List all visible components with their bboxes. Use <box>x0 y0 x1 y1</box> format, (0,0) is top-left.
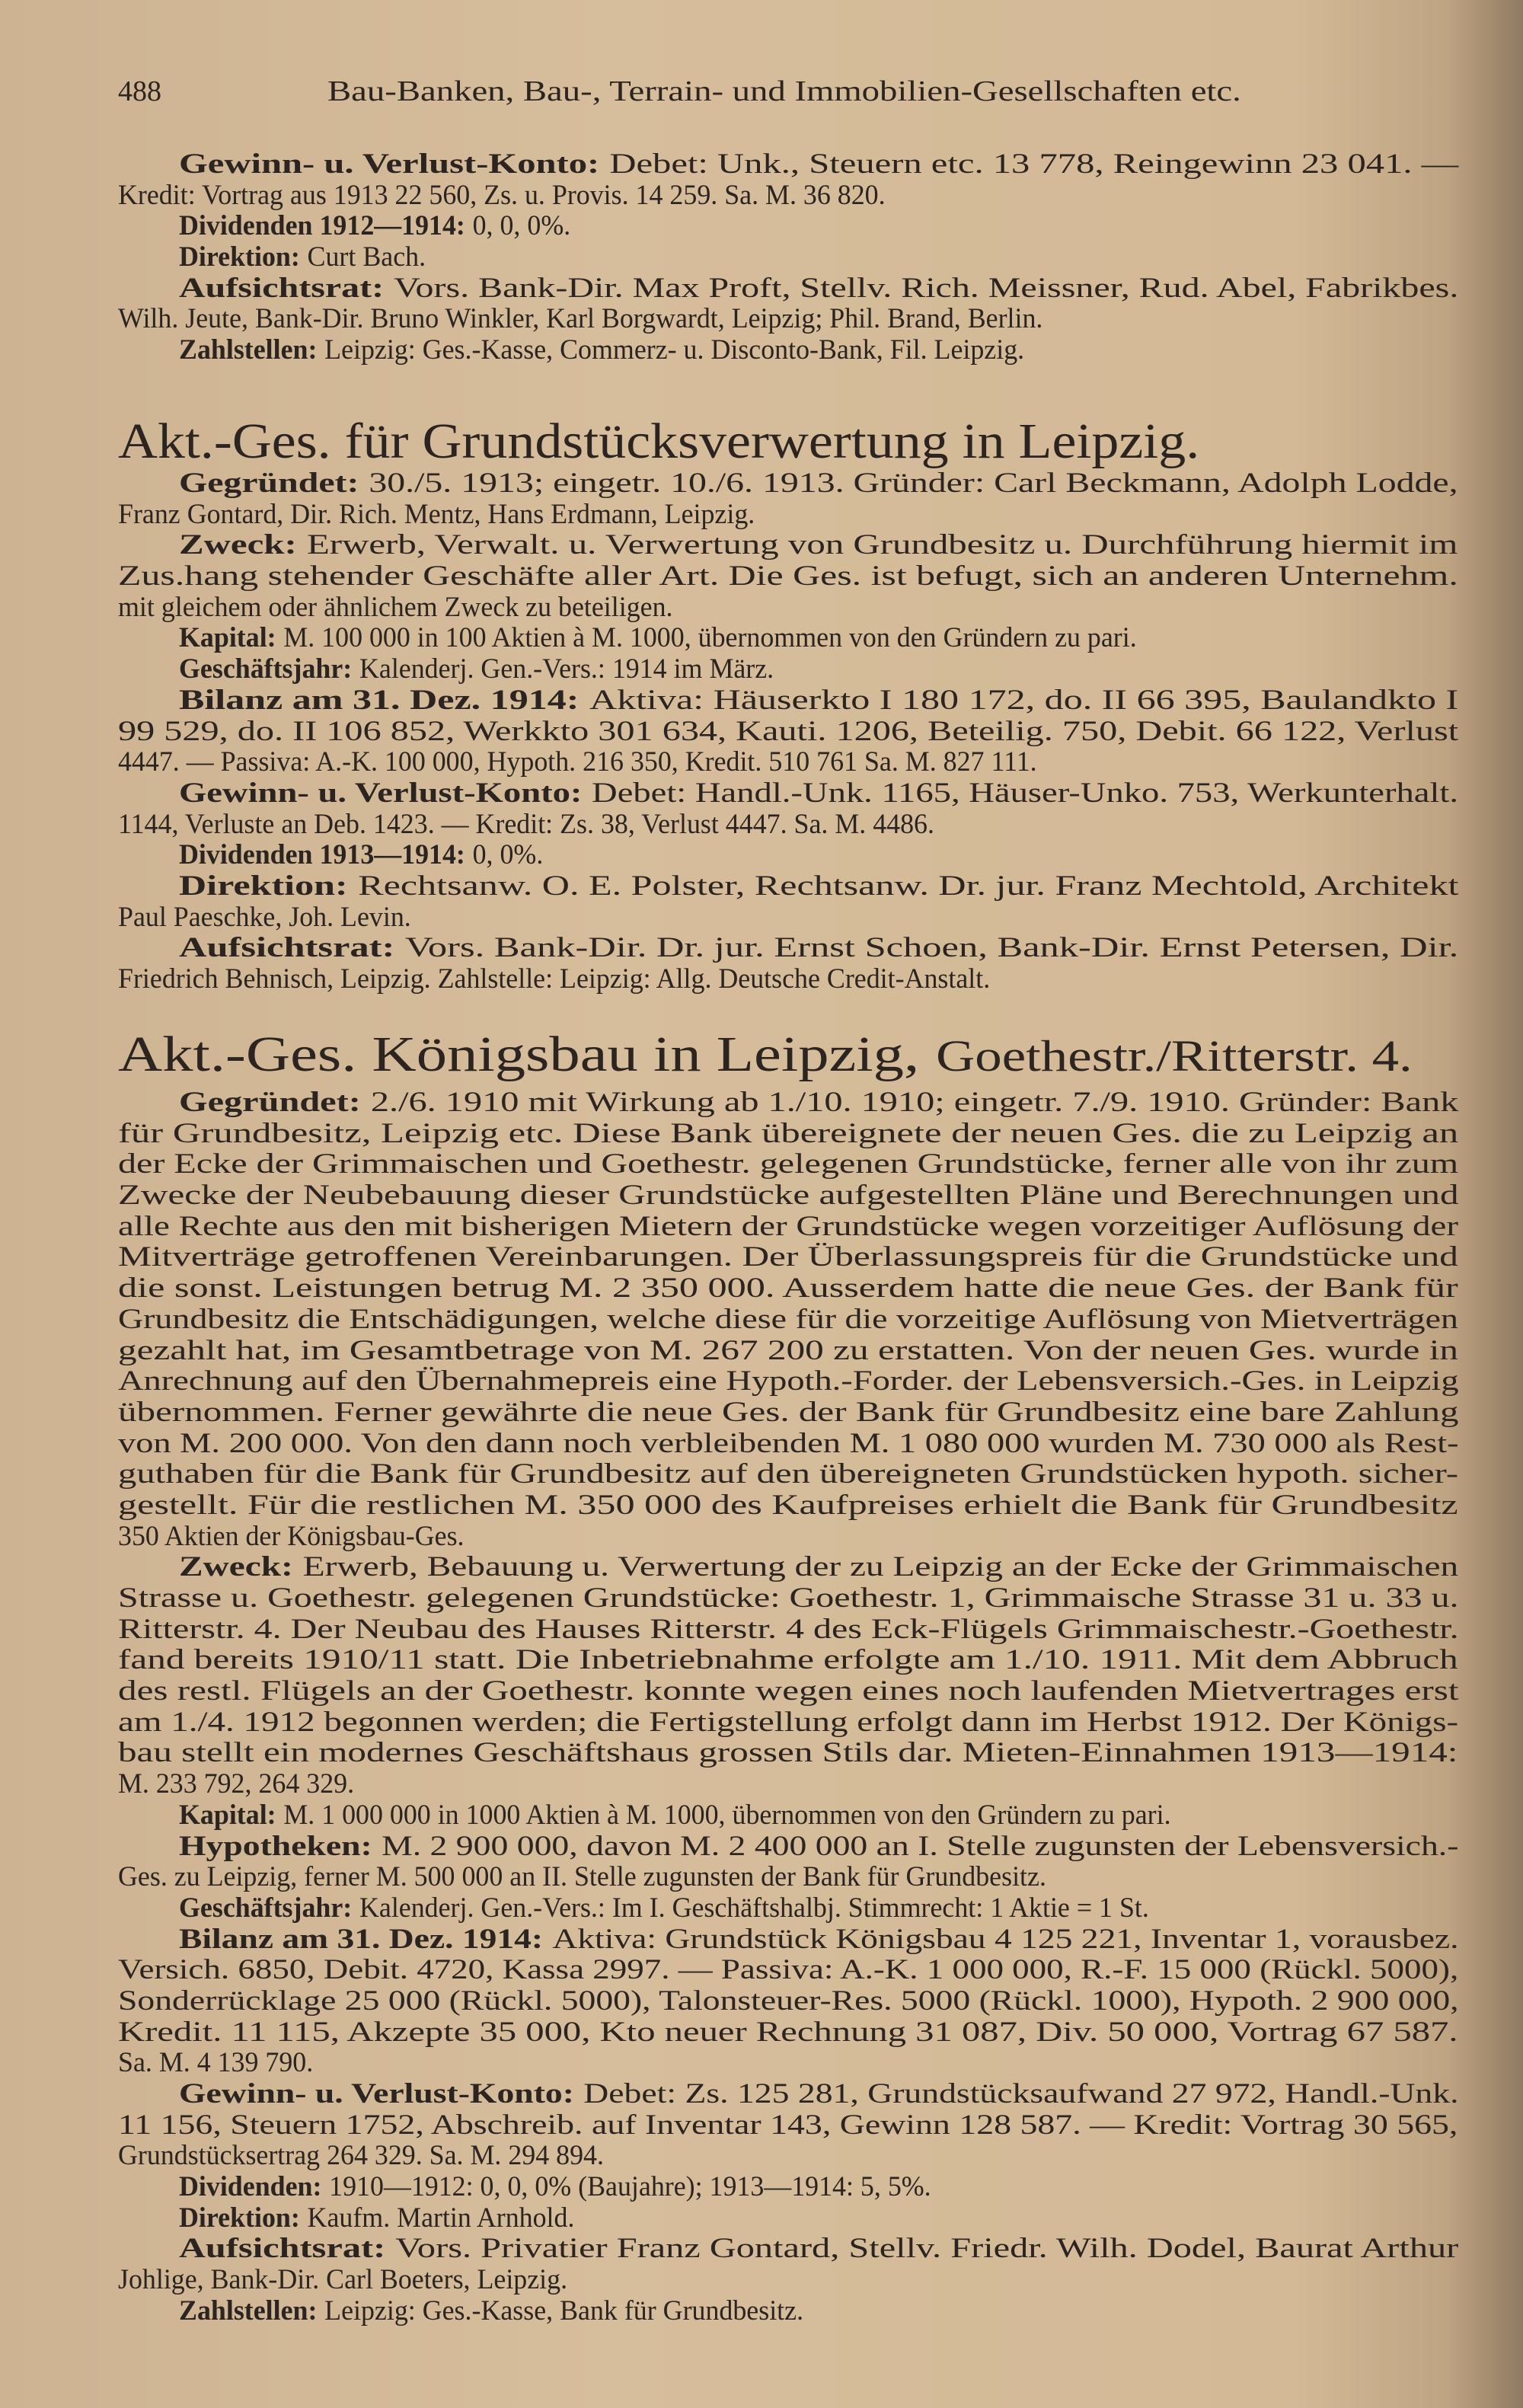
entry-text: übernommen. Ferner gewährte die neue Ges. der Bank für Grundbesitz eine bare Zahlung <box>118 1396 1459 1428</box>
entry-text: Wilh. Jeute, Bank-Dir. Bruno Winkler, Karl Borgwardt, Leipzig; Phil. Brand, Berlin. <box>118 303 1043 335</box>
entry-text: 1144, Verluste an Deb. 1423. — Kredit: Zs. 38, Verlust 4447. Sa. M. 4486. <box>118 808 934 840</box>
entry-text: Franz Gontard, Dir. Rich. Mentz, Hans Erdmann, Leipzig. <box>118 498 755 530</box>
entry-text: Grundbesitz die Entschädigungen, welche diese für die vorzeitige Auflösung von Mietverträgen <box>118 1303 1458 1335</box>
entry-paragraph <box>118 840 1458 871</box>
entry-text: Mitverträge getroffenen Vereinbarungen. Der Überlassungspreis für die Grundstücke und <box>118 1241 1458 1273</box>
text-line <box>118 1149 1458 1180</box>
entry-paragraph <box>118 335 1458 366</box>
text-line <box>118 1583 1458 1614</box>
text-line <box>118 500 1458 531</box>
entry-label: Dividenden: <box>179 2171 322 2203</box>
page-header <box>118 75 1458 110</box>
text-line <box>118 685 1458 717</box>
entry-label: Dividenden 1913—1914: <box>179 839 465 871</box>
entry-label: Gewinn- u. Verlust-Konto: <box>179 777 583 809</box>
text-line <box>118 1955 1458 1986</box>
entry-paragraph <box>118 623 1458 654</box>
text-line <box>118 623 1458 654</box>
entry-label: Hypotheken: <box>179 1830 372 1862</box>
text-line <box>118 1676 1458 1707</box>
text-line <box>118 561 1458 592</box>
text-line <box>118 1119 1458 1150</box>
entry-paragraph <box>118 530 1458 623</box>
entry-paragraph <box>118 685 1458 778</box>
text-line <box>118 1397 1458 1429</box>
entry-label: Direktion: <box>179 241 300 273</box>
entry-text: Vors. Privatier Franz Gontard, Stellv. Friedr. Wilh. Dodel, Baurat Arthur <box>395 2233 1459 2265</box>
entry-label: Zahlstellen: <box>179 2295 318 2327</box>
section-previous-company-continued <box>118 149 1458 366</box>
text-line <box>118 1862 1458 1893</box>
page-number: 488 <box>118 75 161 107</box>
entry-text: 11 156, Steuern 1752, Abschreib. auf Inventar 143, Gewinn 128 587. — Kredit: Vortrag 30 565, <box>118 2109 1458 2141</box>
entry-text: Aktiva: Grundstück Königsbau 4 125 221, Inventar 1, vorausbez. <box>552 1923 1459 1955</box>
text-line <box>118 1800 1458 1832</box>
entry-text: 350 Aktien der Königsbau-Ges. <box>118 1520 465 1552</box>
entry-paragraph <box>118 654 1458 685</box>
entry-paragraph <box>118 2296 1458 2327</box>
text-line <box>118 242 1458 273</box>
text-line <box>118 1429 1458 1460</box>
text-line <box>118 1087 1458 1119</box>
entry-label: Gegründet: <box>179 468 359 499</box>
text-line <box>118 747 1458 778</box>
text-line <box>118 1212 1458 1243</box>
entry-text: Kredit. 11 115, Akzepte 35 000, Kto neuer Rechnung 31 087, Div. 50 000, Vortrag 67 587. <box>118 2016 1458 2048</box>
text-line <box>118 810 1458 841</box>
text-line <box>118 530 1458 561</box>
text-line <box>118 1552 1458 1583</box>
entry-text: fand bereits 1910/11 statt. Die Inbetriebnahme erfolgte am 1./10. 1911. Mit dem Abbruch <box>118 1644 1458 1676</box>
entry-text: Aktiva: Häuserkto I 180 172, do. II 66 395, Baulandkto I <box>589 684 1459 716</box>
entry-paragraph <box>118 149 1458 211</box>
entry-paragraph <box>118 273 1458 335</box>
entry-paragraph <box>118 1924 1458 2079</box>
text-line <box>118 902 1458 934</box>
text-line <box>118 964 1458 995</box>
text-line <box>118 1707 1458 1739</box>
text-line <box>118 933 1458 964</box>
entry-text: guthaben für die Bank für Grundbesitz auf den übereigneten Grundstücken hypoth. sicher- <box>118 1458 1459 1490</box>
entry-label: Aufsichtsrat: <box>179 932 395 964</box>
entry-text: M. 233 792, 264 329. <box>118 1768 355 1800</box>
text-line <box>118 2141 1458 2172</box>
entry-text: Erwerb, Verwalt. u. Verwertung von Grundbesitz u. Durchführung hiermit im <box>306 529 1458 561</box>
entry-text: 30./5. 1913; eingetr. 10./6. 1913. Gründer: Carl Beckmann, Adolph Lodde, <box>369 468 1458 499</box>
running-title: Bau-Banken, Bau-, Terrain- und Immobilien-Gesellschaften etc. <box>327 75 1241 107</box>
entry-text: Ges. zu Leipzig, ferner M. 500 000 an II. Stelle zugunsten der Bank für Grundbesitz. <box>118 1861 1046 1893</box>
entry-text: Kaufm. Martin Arnhold. <box>307 2202 575 2234</box>
entry-paragraph <box>118 933 1458 995</box>
text-line <box>118 335 1458 366</box>
text-line <box>118 2079 1458 2110</box>
entry-text: Rechtsanw. O. E. Polster, Rechtsanw. Dr. jur. Franz Mechtold, Architekt <box>358 870 1459 902</box>
entry-label: Bilanz am 31. Dez. 1914: <box>179 684 580 716</box>
entry-text: Debet: Zs. 125 281, Grundstücksaufwand 27 972, Handl.-Unk. <box>583 2078 1459 2109</box>
entry-text: Erwerb, Bebauung u. Verwertung der zu Leipzig an der Ecke der Grimmaischen <box>302 1551 1459 1583</box>
text-line <box>118 2203 1458 2234</box>
text-line <box>118 468 1458 500</box>
text-line <box>118 1522 1458 1553</box>
text-line <box>118 1242 1458 1273</box>
entry-text: Zwecke der Neubebauung dieser Grundstücke aufgestellten Pläne und Berechnungen und <box>118 1180 1459 1212</box>
entry-label: Aufsichtsrat: <box>179 2233 386 2265</box>
entry-paragraph <box>118 1893 1458 1924</box>
entry-paragraph <box>118 2172 1458 2203</box>
entry-text: 0, 0, 0%. <box>472 210 571 242</box>
entry-text: M. 2 900 000, davon M. 2 400 000 an I. Stelle zugunsten der Lebensversich.- <box>382 1830 1459 1862</box>
text-line <box>118 1893 1458 1924</box>
entry-label: Dividenden 1912—1914: <box>179 210 465 242</box>
text-line <box>118 1832 1458 1863</box>
entry-text: Johlige, Bank-Dir. Carl Boeters, Leipzig. <box>118 2264 568 2296</box>
text-line <box>118 1924 1458 1956</box>
entry-paragraph <box>118 1800 1458 1832</box>
text-line <box>118 1645 1458 1676</box>
entry-text: Sonderrücklage 25 000 (Rückl. 5000), Talonsteuer-Res. 5000 (Rückl. 1000), Hypoth. 2 900 000, <box>118 1985 1459 2017</box>
entry-text: M. 100 000 in 100 Aktien à M. 1000, übernommen von den Gründern zu pari. <box>283 622 1137 654</box>
text-line <box>118 1490 1458 1522</box>
text-line <box>118 717 1458 748</box>
entry-label: Aufsichtsrat: <box>179 272 385 304</box>
entry-text: Zus.hang stehender Geschäfte aller Art. Die Ges. ist befugt, sich an anderen Unternehm. <box>118 560 1458 592</box>
entry-text: von M. 200 000. Von den dann noch verbleibenden M. 1 080 000 wurden M. 730 000 als Rest- <box>118 1427 1459 1459</box>
text-line <box>118 2296 1458 2327</box>
entry-paragraph <box>118 1832 1458 1893</box>
entry-label: Gewinn- u. Verlust-Konto: <box>179 149 600 180</box>
entry-text: 2./6. 1910 mit Wirkung ab 1./10. 1910; eingetr. 7./9. 1910. Gründer: Bank <box>370 1087 1459 1118</box>
text-line <box>118 2265 1458 2296</box>
company-heading-grundstuecksverwertung <box>118 411 1458 472</box>
entry-label: Kapital: <box>179 622 276 654</box>
entry-text: Vors. Bank-Dir. Max Proft, Stellv. Rich. Meissner, Rud. Abel, Fabrikbes. <box>394 272 1459 304</box>
entry-text: Versich. 6850, Debit. 4720, Kassa 2997. — Passiva: A.-K. 1 000 000, R.-F. 15 000 (Rückl. 5000), <box>118 1954 1459 1986</box>
section-koenigsbau <box>118 1087 1458 2327</box>
entry-text: die sonst. Leistungen betrug M. 2 350 000. Ausserdem hatte die neue Ges. der Bank für <box>118 1273 1458 1305</box>
text-line <box>118 840 1458 871</box>
entry-label: Direktion: <box>179 870 348 902</box>
entry-paragraph <box>118 468 1458 530</box>
text-line <box>118 1738 1458 1769</box>
company-title: Akt.-Ges. Königsbau in Leipzig, <box>118 1027 920 1082</box>
text-line <box>118 2234 1458 2265</box>
company-title: Akt.-Ges. für Grundstücksverwertung in Leipzig. <box>118 414 1200 469</box>
text-line <box>118 1614 1458 1646</box>
entry-text: Kalenderj. Gen.-Vers.: 1914 im März. <box>359 653 774 685</box>
entry-text: Curt Bach. <box>307 241 426 273</box>
text-line <box>118 1180 1458 1212</box>
entry-text: Friedrich Behnisch, Leipzig. Zahlstelle: Leipzig: Allg. Deutsche Credit-Anstalt. <box>118 963 991 995</box>
entry-text: Kredit: Vortrag aus 1913 22 560, Zs. u. Provis. 14 259. Sa. M. 36 820. <box>118 179 886 211</box>
text-line <box>118 1336 1458 1367</box>
text-line <box>118 654 1458 685</box>
entry-text: bau stellt ein modernes Geschäftshaus grossen Stils dar. Mieten-Einnahmen 1913—1914: <box>118 1737 1458 1769</box>
entry-label: Gegründet: <box>179 1087 361 1118</box>
text-line <box>118 1273 1458 1305</box>
text-line <box>118 592 1458 624</box>
entry-paragraph <box>118 871 1458 933</box>
entry-label: Bilanz am 31. Dez. 1914: <box>179 1923 544 1955</box>
entry-text: Paul Paeschke, Joh. Levin. <box>118 901 411 933</box>
entry-text: Debet: Unk., Steuern etc. 13 778, Reingewinn 23 041. — <box>609 149 1459 180</box>
entry-label: Zweck: <box>179 1551 293 1583</box>
entry-label: Geschäftsjahr: <box>179 653 353 685</box>
text-line <box>118 211 1458 242</box>
entry-text: für Grundbesitz, Leipzig etc. Diese Bank übereignete der neuen Ges. die zu Leipzig an <box>118 1117 1459 1149</box>
text-line <box>118 149 1458 180</box>
entry-text: Strasse u. Goethestr. gelegenen Grundstücke: Goethestr. 1, Grimmaische Strasse 31 u. 33 u. <box>118 1582 1459 1614</box>
entry-text: 4447. — Passiva: A.-K. 100 000, Hypoth. 216 350, Kredit. 510 761 Sa. M. 827 111. <box>118 746 1037 778</box>
text-line <box>118 273 1458 305</box>
entry-paragraph <box>118 2234 1458 2295</box>
entry-text: gestellt. Für die restlichen M. 350 000 des Kaufpreises erhielt die Bank für Grundbesitz <box>118 1489 1458 1521</box>
text-line <box>118 778 1458 810</box>
text-line <box>118 1459 1458 1490</box>
entry-text: gezahlt hat, im Gesamtbetrage von M. 267 200 zu erstatten. Von der neuen Ges. wurde in <box>118 1334 1459 1366</box>
text-line <box>118 304 1458 335</box>
text-line <box>118 1986 1458 2017</box>
entry-paragraph <box>118 778 1458 840</box>
entry-text: des restl. Flügels an der Goethestr. konnte wegen eines noch laufenden Mietvertrages erst <box>118 1675 1459 1707</box>
entry-paragraph <box>118 1552 1458 1800</box>
entry-text: der Ecke der Grimmaischen und Goethestr. gelegenen Grundstücke, ferner alle von ihr zum <box>118 1148 1459 1180</box>
entry-text: 0, 0%. <box>472 839 544 871</box>
text-line <box>118 2017 1458 2049</box>
entry-text: 1910—1912: 0, 0, 0% (Baujahre); 1913—1914: 5, 5%. <box>329 2171 931 2203</box>
entry-text: M. 1 000 000 in 1000 Aktien à M. 1000, übernommen von den Gründern zu pari. <box>283 1799 1171 1831</box>
entry-label: Geschäftsjahr: <box>179 1892 353 1924</box>
text-line <box>118 871 1458 902</box>
entry-text: 99 529, do. II 106 852, Werkkto 301 634, Kauti. 1206, Beteilig. 750, Debit. 66 122, Verlust <box>118 715 1459 747</box>
entry-label: Direktion: <box>179 2202 300 2234</box>
text-line <box>118 1305 1458 1336</box>
entry-text: alle Rechte aus den mit bisherigen Mietern der Grundstücke wegen vorzeitiger Auflösung der <box>118 1210 1459 1242</box>
text-line <box>118 1366 1458 1397</box>
entry-paragraph <box>118 1087 1458 1552</box>
entry-label: Kapital: <box>179 1799 276 1831</box>
section-grundstuecksverwertung <box>118 468 1458 995</box>
text-line <box>118 2110 1458 2141</box>
company-address: Goethestr./Ritterstr. 4. <box>936 1031 1413 1081</box>
entry-paragraph <box>118 2203 1458 2234</box>
text-line <box>118 2172 1458 2203</box>
entry-text: mit gleichem oder ähnlichem Zweck zu beteiligen. <box>118 591 673 623</box>
entry-text: Ritterstr. 4. Der Neubau des Hauses Ritterstr. 4 des Eck-Flügels Grimmaischestr.-Goethestr. <box>118 1613 1459 1645</box>
entry-label: Zahlstellen: <box>179 334 318 366</box>
entry-label: Zweck: <box>179 529 297 561</box>
entry-text: Anrechnung auf den Übernahmepreis eine Hypoth.-Forder. der Lebensversich.-Ges. in Leipzig <box>118 1365 1459 1397</box>
entry-text: Leipzig: Ges.-Kasse, Commerz- u. Disconto-Bank, Fil. Leipzig. <box>324 334 1025 366</box>
entry-text: Sa. M. 4 139 790. <box>118 2047 314 2079</box>
entry-text: Leipzig: Ges.-Kasse, Bank für Grundbesitz. <box>324 2295 804 2327</box>
entry-paragraph <box>118 211 1458 242</box>
entry-label: Gewinn- u. Verlust-Konto: <box>179 2078 574 2109</box>
text-line <box>118 180 1458 212</box>
text-line <box>118 1769 1458 1800</box>
entry-paragraph <box>118 242 1458 273</box>
company-heading-koenigsbau <box>118 1024 1458 1085</box>
entry-text: Vors. Bank-Dir. Dr. jur. Ernst Schoen, Bank-Dir. Ernst Petersen, Dir. <box>404 932 1459 964</box>
entry-text: Kalenderj. Gen.-Vers.: Im I. Geschäftshalbj. Stimmrecht: 1 Aktie = 1 St. <box>359 1892 1149 1924</box>
entry-text: Debet: Handl.-Unk. 1165, Häuser-Unko. 753, Werkunterhalt. <box>592 777 1459 809</box>
text-line <box>118 2048 1458 2079</box>
entry-text: am 1./4. 1912 begonnen werden; die Fertigstellung erfolgt dann im Herbst 1912. Der Königs- <box>118 1706 1459 1738</box>
entry-paragraph <box>118 2079 1458 2172</box>
entry-text: Grundstücksertrag 264 329. Sa. M. 294 894. <box>118 2140 604 2172</box>
